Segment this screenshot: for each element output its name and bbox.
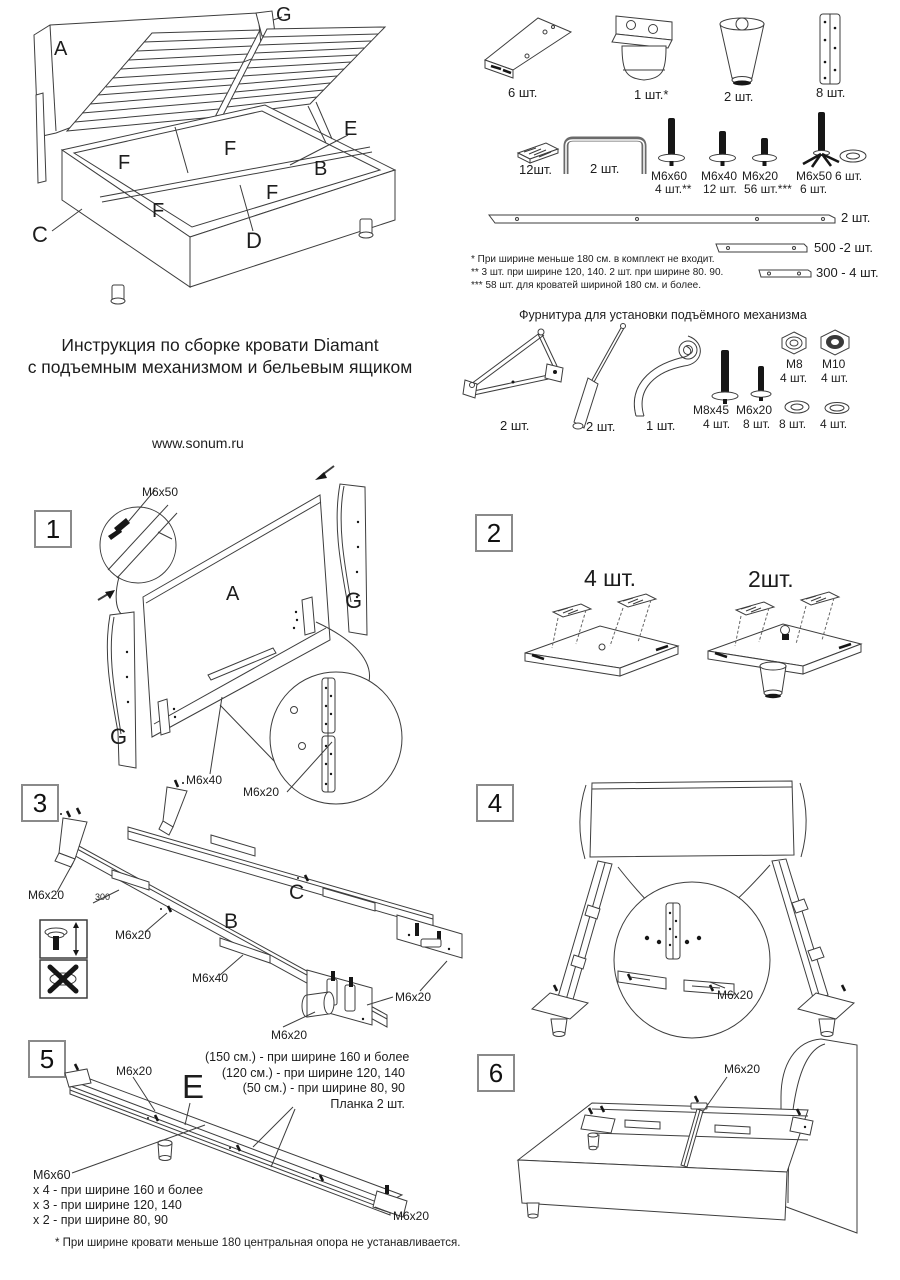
step-5-label-m6x20-br: M6x20 <box>393 1209 430 1223</box>
step-5-x4: x 4 - при ширине 160 и более <box>33 1183 204 1197</box>
overview-label-f4: F <box>266 182 279 204</box>
bolt-m6x20-lift-icon <box>745 366 777 404</box>
step-5-x3: x 3 - при ширине 120, 140 <box>33 1198 182 1212</box>
step-2-qty-4: 4 шт. <box>584 565 637 591</box>
bolt-m8x45-qty: 4 шт. <box>703 417 731 431</box>
staple-qty: 2 шт. <box>590 161 620 176</box>
step-3-label-c: C <box>289 881 305 904</box>
step-5-label-m6x20-top: M6x20 <box>116 1064 153 1078</box>
overview-label-d: D <box>246 228 262 253</box>
step-1-number <box>34 510 72 548</box>
page-footnote: * При ширине кровати меньше 180 центральная опора не устанавливается. <box>55 1237 461 1249</box>
bolt-m6x20-lift-size: M6x20 <box>736 403 773 417</box>
step-2-qty-2: 2шт. <box>748 566 794 592</box>
bolt-m6x20-qty: 56 шт.*** <box>744 182 792 196</box>
pad-qty: 12шт. <box>519 162 553 177</box>
step-3-label-m6x20-left: M6x20 <box>28 888 65 902</box>
step-5-width-150: (150 см.) - при ширине 160 и более <box>205 1050 410 1064</box>
nut-m8-qty: 4 шт. <box>780 371 808 385</box>
step-5-x2: x 2 - при ширине 80, 90 <box>33 1213 168 1227</box>
step-5-bolt-notes <box>33 1168 203 1228</box>
step-5-width-notes <box>205 1050 410 1112</box>
overview-label-g: G <box>276 4 292 26</box>
nut-m10-qty: 4 шт. <box>821 371 849 385</box>
step-3-label-m6x40: M6x40 <box>192 971 229 985</box>
step-3-number-text: 3 <box>32 787 48 818</box>
step-3-label-m6x20-mid: M6x20 <box>115 928 152 942</box>
rail-500-icon <box>714 240 809 256</box>
bolt-m6x40-icon <box>705 131 741 168</box>
step-1-number-text: 1 <box>45 513 61 544</box>
overview-label-c: C <box>32 222 48 247</box>
corner-bracket-qty: 6 шт. <box>508 85 538 100</box>
nut-m10-size: M10 <box>822 357 846 371</box>
page-title-line1: Инструкция по сборке кровати Diamant <box>61 335 379 355</box>
step-1-label-m6x40: M6x40 <box>186 773 223 787</box>
step-6-number-text: 6 <box>488 1057 504 1088</box>
step-2-number <box>475 514 513 552</box>
website-text: www.sonum.ru <box>152 435 244 451</box>
overview-label-a: A <box>54 38 68 60</box>
washer-icon <box>838 148 868 164</box>
step-3-label-m6x20-right: M6x20 <box>395 990 432 1004</box>
step-5-m6x60: M6x60 <box>33 1168 71 1182</box>
step-1-label-m6x50: M6x50 <box>142 485 179 499</box>
bolt-m6x40-size: M6x40 <box>701 169 738 183</box>
washer-4-icon <box>823 401 851 415</box>
kit-note-1: * При ширине меньше 180 см. в комплект не входит. <box>471 254 715 265</box>
kit-note-3: *** 58 шт. для кроватей шириной 180 см. и более. <box>471 280 701 291</box>
step-6-diagram <box>465 1035 900 1250</box>
lift-mechanism-icon <box>463 322 575 414</box>
bolt-m6x20-size: M6x20 <box>742 169 779 183</box>
page-title-line2: с подъемным механизмом и бельевым ящиком <box>27 357 413 377</box>
strap-qty: 1 шт. <box>646 418 676 433</box>
step-1-label-g-right: G <box>345 588 363 613</box>
bolt-m6x50-size: M6x50 <box>796 169 833 183</box>
bolt-m8x45-size: M8x45 <box>693 403 730 417</box>
rail-long-icon <box>487 210 837 228</box>
bolt-m6x60-qty: 4 шт.** <box>655 182 692 196</box>
bolt-m6x50-qty: 6 шт. <box>800 182 828 196</box>
step-3-label-b: B <box>224 910 239 933</box>
lift-hardware-heading: Фурнитура для установки подъёмного механизма <box>519 308 807 322</box>
step-4-diagram <box>470 775 900 1045</box>
rail-300-icon <box>757 266 813 281</box>
bolt-m6x60-icon <box>654 118 690 168</box>
gas-strut-qty: 2 шт. <box>586 419 616 434</box>
overview-label-b: B <box>314 158 328 180</box>
bolt-m6x20-icon <box>747 138 783 168</box>
flat-plate-icon <box>812 12 848 86</box>
washer-4-qty: 4 шт. <box>820 417 848 431</box>
step-4-number-text: 4 <box>487 787 503 818</box>
leg-mount-qty: 1 шт.* <box>634 87 669 102</box>
step-6-label-m6x20: M6x20 <box>724 1062 761 1076</box>
washer-qty: 6 шт. <box>835 169 863 183</box>
leg-icon <box>716 16 770 90</box>
corner-bracket-icon <box>483 12 583 84</box>
nut-m8-size: M8 <box>786 357 803 371</box>
step-1-label-a: A <box>226 583 240 605</box>
bolt-m6x20-lift-qty: 8 шт. <box>743 417 771 431</box>
step-3-label-dim-300: 300 <box>95 892 111 902</box>
step-1-label-m6x20: M6x20 <box>243 785 280 799</box>
leg-mount-icon <box>610 14 682 88</box>
nut-m10-icon <box>818 329 852 356</box>
rail-500-qty: 500 -2 шт. <box>814 240 874 255</box>
nut-m8-icon <box>779 331 809 355</box>
step-5-planka: Планка 2 шт. <box>330 1096 405 1111</box>
step-5-label-e: E <box>182 1068 205 1105</box>
page-title <box>15 334 425 378</box>
rail-300-qty: 300 - 4 шт. <box>816 265 879 280</box>
overview-label-f3: F <box>152 200 165 222</box>
strap-icon <box>628 328 700 420</box>
washer-8-qty: 8 шт. <box>779 417 807 431</box>
kit-note-2: ** 3 шт. при ширине 120, 140. 2 шт. при ширине 80. 90. <box>471 267 724 278</box>
lift-mechanism-qty: 2 шт. <box>500 418 530 433</box>
bolt-m6x60-size: M6x60 <box>651 169 688 183</box>
overview-label-f2: F <box>224 138 237 160</box>
step-3-label-m6x20-bottom: M6x20 <box>271 1028 308 1042</box>
step-5-width-120: (120 см.) - при ширине 120, 140 <box>221 1065 405 1080</box>
bolt-m6x40-qty: 12 шт. <box>703 182 737 196</box>
overview-label-e: E <box>344 118 358 140</box>
step-5-number-text: 5 <box>39 1043 55 1074</box>
overview-label-f1: F <box>118 152 131 174</box>
flat-plate-qty: 8 шт. <box>816 85 846 100</box>
step-4-label-m6x20: M6x20 <box>717 988 754 1002</box>
step-1-label-g-left: G <box>110 724 128 749</box>
step-2-diagram <box>460 556 900 706</box>
rail-long-qty: 2 шт. <box>841 210 871 225</box>
step-1-diagram <box>70 462 470 807</box>
step-2-number-text: 2 <box>486 517 502 548</box>
step-5-width-50: (50 см.) - при ширине 80, 90 <box>242 1081 405 1095</box>
washer-8-icon <box>783 400 811 415</box>
leg-qty: 2 шт. <box>724 89 754 104</box>
bolt-m8x45-icon <box>705 350 745 406</box>
